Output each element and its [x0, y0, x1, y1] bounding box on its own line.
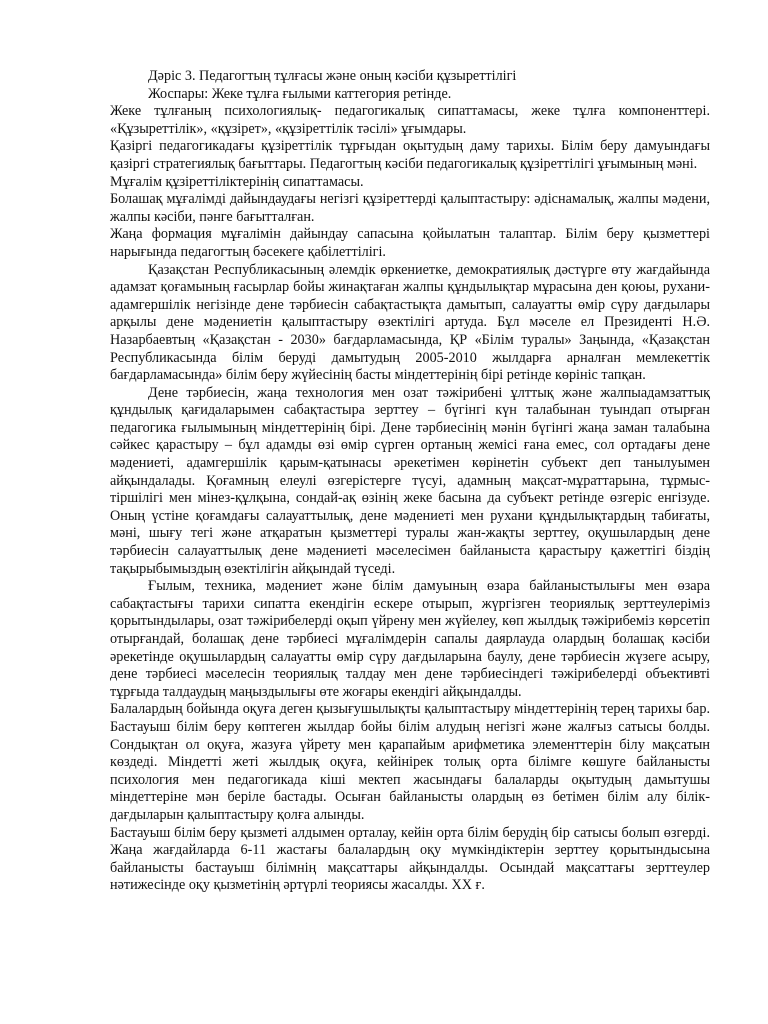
plan-item: Болашақ мұғалімді дайындаудағы негізгі құзіреттерді қалыптастыру: әдіснамалық, жалпы мәдени, жалпы кәсіби, пәнге бағытталған. — [110, 191, 710, 225]
body-paragraph: Балалардың бойында оқуға деген қызығушылықты қалыптастыру міндеттерінің терең тарихы бар. Бастауыш білім беру көптеген жылдар бойы білім алудың негізгі және жалғыз сатысы болды. Сондықтан ол оқуға, жазуға үйрету мен қарапайым арифметика элементтерін білу мақсатын көздеді. Міндетті жеті жылдық оқуға, кейінірек толық орта білімге көшуге байланысты психология мен педагогикада кіші мектеп жасындағы балаларды оқытудың дамытушы міндеттеріне мән беріле бастады. Осыған байланысты олардың өз бетімен білім алу білік-дағдыларын қалыптастыру қолға алынды. — [110, 701, 710, 823]
plan-item: Жеке тұлғаның психологиялық- педагогикалық сипаттамасы, жеке тұлға компоненттері. «Құзыреттілік», «құзірет», «құзіреттілік тәсілі» ұғымдары. — [110, 103, 710, 137]
body-paragraph: Бастауыш білім беру қызметі алдымен орталау, кейін орта білім берудің бір сатысы болып өзгерді. Жаңа жағдайларда 6-11 жастағы балалардың оқу мүмкіндіктерін зерттеу қорытындысына байланысты бастауыш білімнің мақсаттары айқындалды. Осындай мақсаттағы зерттеулер нәтижесінде оқу қызметінің әртүрлі теориясы жасалды. XX ғ. — [110, 824, 710, 894]
body-paragraph: Ғылым, техника, мәдениет және білім дамуының өзара байланыстылығы мен өзара сабақтастығы тарихи сипатта екендігін ескере отырып, жүргізген теориялық зерттеулеріміз қорытындылары, озат тәжірибелерді оқып үйрену мен жүйелеу, көп жылдық тәжірибеміз көрсетіп отырғандай, болашақ дене тәрбиесі мұғалімдерін сапалы даярлауда олардың болашақ кәсіби әрекетінде оқушылардың салауатты өмір сүру дағдыларына баулу, дене тәрбиесін жүзеге асыру, дене тәрбиесі мәселесін теориялық талдау мен дене тәрбиесіндегі тәжірибелерді объективті тұрғыда талдаудың маңыздылығы өте жоғары екендігі айқындалды. — [110, 578, 710, 700]
lecture-plan: Жоспары: Жеке тұлға ғылыми каттегория ретінде. — [148, 85, 452, 102]
body-paragraph: Қазақстан Республикасының әлемдік өркениетке, демократиялық дәстүрге өту жағдайында адамзат қоғамының ғасырлар бойы жинақтаған жалпы құндылықтар мұрасына ден қоюы, рухани-адамгершілік негізінде дене тәрбиесін сабақтастықта дамытып, салауатты өмір сүру дағдылары арқылы дене мәдениетін қалыптастыру өзектілігі артуда. Бұл мәселе ел Президенті Н.Ә. Назарбаевтың «Қазақстан - 2030» бағдарламасында, ҚР «Білім туралы» Заңында, «Қазақстан Республикасында білім беруді дамытудың 2005-2010 жылдарға арналған мемлекеттік бағдарламасында» білім беру жүйесінің басты міндеттерінің бірі ретінде көрініс тапқан. — [110, 261, 710, 384]
body-paragraph: Дене тәрбиесін, жаңа технология мен озат тәжірибені ұлттық және жалпыадамзаттық құндылық қағидаларымен сабақтастыра зерттеу – бүгінгі күн талабынан туындап отырған педагогика ғылымының міндеттерінің бірі. Дене тәрбиесінің мәнін бүгінгі жаңа заман талабына сәйкес қарастыру – бұл адамды өзі өмір сүрген ортаның жемісі ғана емес, сол ортадағы дене мәдениеті, адамгершілік қарым-қатынасы әрекетімен көрінетін субъект деп танылуымен айқындалады. Қоғамның елеулі өзгерістерге түсуі, адамның мақсат-мұраттарына, тұрмыс-тіршілігі мен мінез-құлқына, сондай-ақ өзінің жеке басына да субъект ретінде өзгеріс енгізуде. Оның үстіне қоғамдағы салауаттылық, дене мәдениеті мен рухани құндылықтардың табиғаты, мәні, шығу тегі және атқаратын қызметтері туралы жан-жақты зерттеу, оқушылардың дене тәрбиесін салауаттылық дене мәдениеті мәселесімен байланыста қарастыру қажеттігі біздің тақырыбымыздың өзектілігін айқындай түседі. — [110, 384, 710, 577]
lecture-title: Дәріс 3. Педагогтың тұлғасы және оның кәсіби құзыреттілігі — [148, 68, 517, 84]
plan-item: Қазіргі педагогикадағы құзіреттілік тұрғыдан оқытудың даму тарихы. Білім беру дамуындағы қазіргі стратегиялық бағыттары. Педагогтың кәсіби педагогикалық құзіреттілігі ұғымының мәні. — [110, 138, 710, 172]
document-page — [110, 68, 710, 895]
plan-item: Мұғалім құзіреттіліктерінің сипаттамасы. — [110, 173, 364, 190]
plan-item: Жаңа формация мұғалімін дайындау сапасына қойылатын талаптар. Білім беру қызметтері нарығында педагогтың бәсекеге қабілеттілігі. — [110, 226, 710, 260]
